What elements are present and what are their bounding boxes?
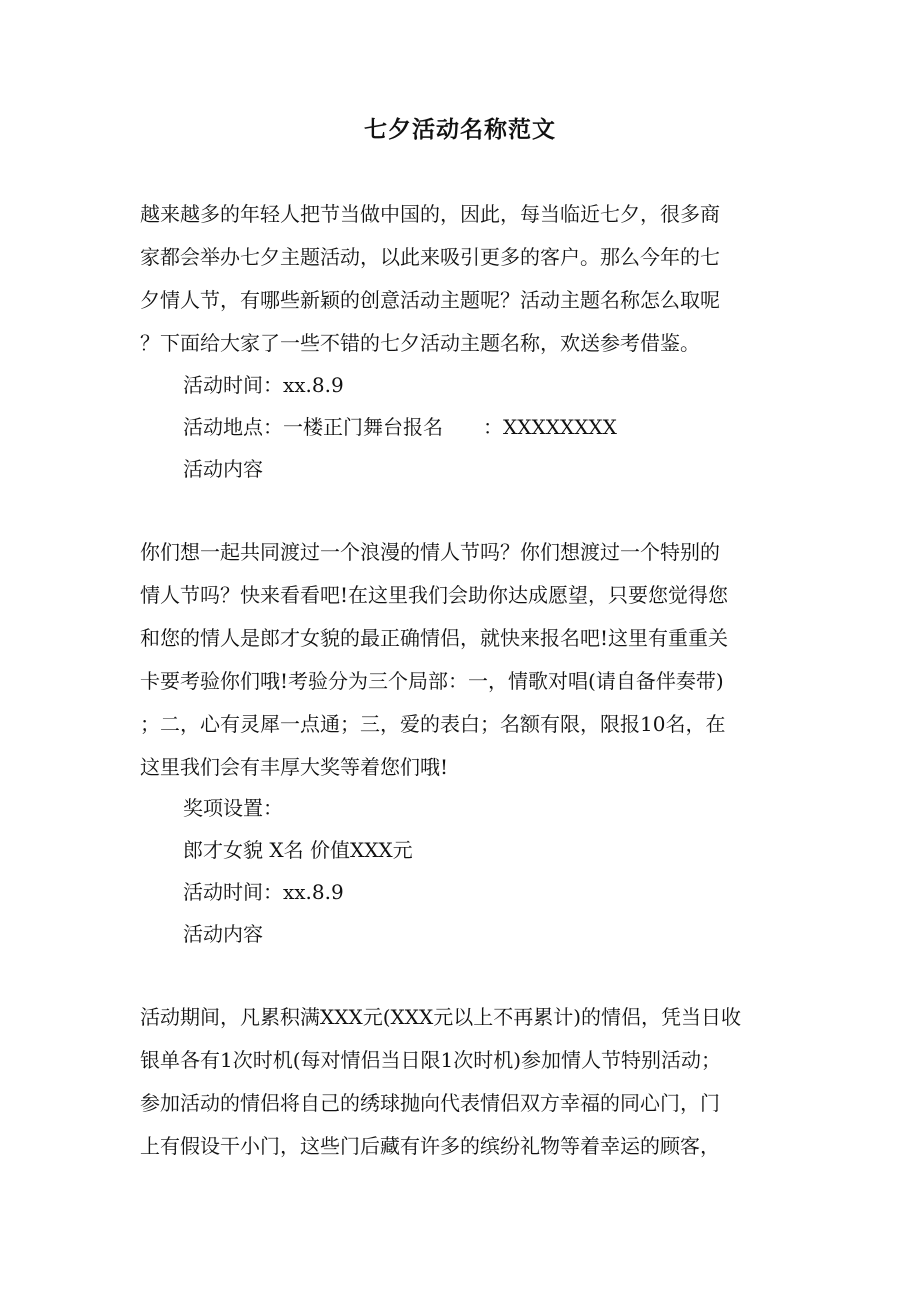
intro-line: ？下面给大家了一些不错的七夕活动主题名称，欢送参考借鉴。 xyxy=(140,331,700,355)
paragraph-line: 参加活动的情侣将自己的绣球抛向代表情侣双方幸福的同心门，门 xyxy=(140,1091,720,1115)
paragraph-line: ；二，心有灵犀一点通；三，爱的表白；名额有限，限报10名，在 xyxy=(140,712,726,736)
paragraph-line: 和您的情人是郎才女貌的最正确情侣，就快来报名吧!这里有重重关 xyxy=(140,626,729,650)
activity-time-line: 活动时间：xx.8.9 xyxy=(183,373,344,397)
paragraph-line: 上有假设干小门，这些门后藏有许多的缤纷礼物等着幸运的顾客， xyxy=(140,1134,720,1158)
activity-content-heading: 活动内容 xyxy=(183,922,263,946)
intro-line: 越来越多的年轻人把节当做中国的，因此，每当临近七夕，很多商 xyxy=(140,202,720,226)
paragraph-line: 这里我们会有丰厚大奖等着您们哦! xyxy=(140,755,449,779)
paragraph-line: 情人节吗？快来看看吧!在这里我们会助你达成愿望，只要您觉得您 xyxy=(140,583,729,607)
paragraph-line: 卡要考验你们哦!考验分为三个局部：一，情歌对唱(请自备伴奏带) xyxy=(140,669,724,693)
intro-line: 家都会举办七夕主题活动，以此来吸引更多的客户。那么今年的七 xyxy=(140,245,720,269)
prize-setting-heading: 奖项设置： xyxy=(183,796,283,820)
activity-place-line: 活动地点：一楼正门舞台报名 ：XXXXXXXX xyxy=(183,415,617,439)
prize-item-line: 郎才女貌 X名 价值XXX元 xyxy=(183,838,413,862)
activity-time-line: 活动时间：xx.8.9 xyxy=(183,880,344,904)
paragraph-line: 银单各有1次时机(每对情侣当日限1次时机)参加情人节特别活动； xyxy=(140,1048,722,1072)
activity-content-heading: 活动内容 xyxy=(183,457,263,481)
paragraph-line: 活动期间，凡累积满XXX元(XXX元以上不再累计)的情侣，凭当日收 xyxy=(140,1005,742,1029)
paragraph-line: 你们想一起共同渡过一个浪漫的情人节吗？你们想渡过一个特别的 xyxy=(140,540,720,564)
document-title: 七夕活动名称范文 xyxy=(364,116,556,143)
intro-line: 夕情人节，有哪些新颖的创意活动主题呢？活动主题名称怎么取呢 xyxy=(140,288,720,312)
